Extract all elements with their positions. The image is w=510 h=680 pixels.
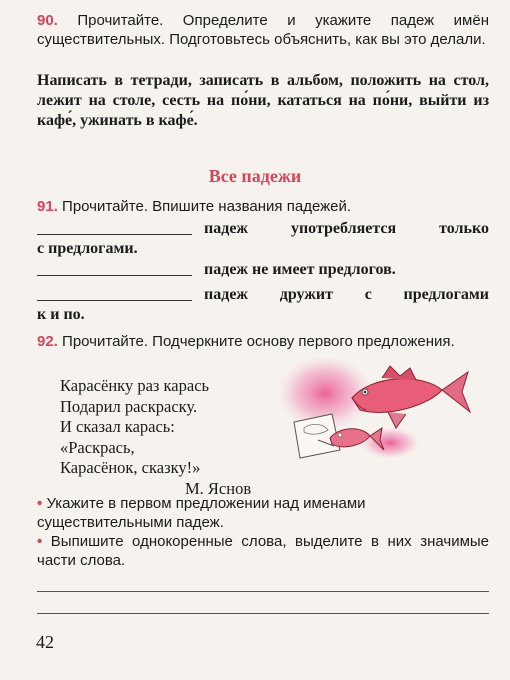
exercise-92-instruction [37,332,489,351]
bullet-icon: • [37,495,43,512]
fish-illustration [270,358,480,473]
big-fish-icon [352,366,470,428]
exercise-91-instruction [37,197,489,216]
exercise-90-instruction [37,11,489,49]
writing-line-2[interactable] [37,612,489,614]
answer-blank-3[interactable] [37,299,192,301]
exercise-90-instruction-text: Прочитайте. Определите и укажите падеж имён существительных. Подготовьтесь объяснить, как вы это делали. [37,12,489,48]
bullet-icon: • [37,533,43,550]
task-2-text: Выпишите однокоренные слова, выделите в них значимые части слова. [37,533,490,569]
exercise-91-line1b: с предлогами. [37,240,138,257]
poem-line: Подарил раскраску. [60,396,198,416]
poem-line: Карасёнок, сказку!» [60,458,201,477]
answer-blank-1[interactable] [37,233,192,235]
poem-line: И сказал карась: [60,417,175,436]
exercise-91-line3: падеж дружит с предлогами [204,286,489,303]
exercise-91-line2: падеж не имеет предлогов. [204,261,396,278]
writing-line-1[interactable] [37,590,489,592]
exercise-92-instruction-text: Прочитайте. Подчеркните основу первого предложения. [62,333,455,350]
poem [60,376,251,499]
task-2 [37,532,489,570]
page-number: 42 [36,632,54,652]
exercise-91-line1: падеж употребляется только [204,220,489,237]
exercise-90-text: Написать в тетради, записать в альбом, положить на стол, лежит на столе, сесть на по́ни, кататься на по́ни, выйти из кафе́, ужинать в кафе́. [37,72,489,129]
section-title: Все падежи [208,166,302,186]
paint-splash-small [360,427,420,459]
exercise-90-number: 90. [37,12,58,29]
answer-blank-2[interactable] [37,274,192,276]
exercise-91-number: 91. [37,198,58,215]
task-1-text: Укажите в первом предложении над именами существительными падеж. [37,495,366,531]
task-1 [37,494,489,532]
exercise-92-number: 92. [37,333,58,350]
poem-line: «Раскрась, [60,437,135,457]
poem-author: М. Яснов [185,478,252,498]
poem-line: Карасёнку раз карась [60,376,210,395]
exercise-91-instruction-text: Прочитайте. Впишите названия падежей. [62,198,352,215]
exercise-91-line3b: к и по. [37,306,85,323]
